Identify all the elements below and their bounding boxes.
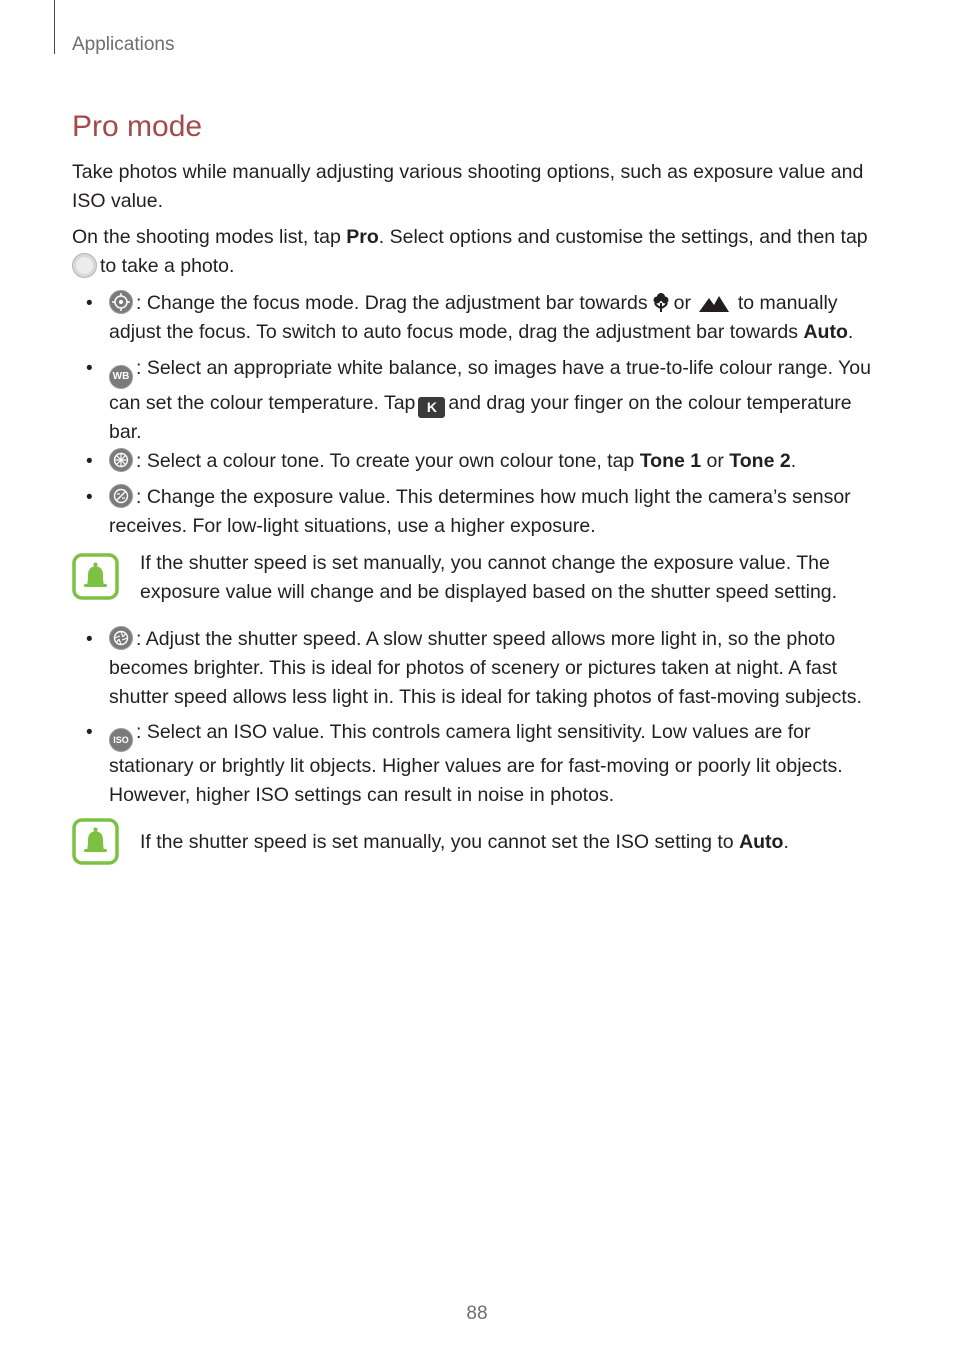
shutter-button-icon [72, 253, 97, 278]
iso-icon: ISO [109, 728, 133, 752]
shutter-speed-icon [109, 626, 133, 650]
list-item-shutter [109, 625, 879, 712]
exposure-icon [109, 484, 133, 508]
bullet-marker: • [86, 487, 93, 508]
colour-tone-icon [109, 448, 133, 472]
instruction-text-2: . Select options and customise the settings, and then tap [378, 226, 868, 248]
list-item-exposure [109, 483, 879, 541]
tone-end: . [790, 450, 797, 472]
note-2-end: . [783, 831, 789, 853]
intro-paragraph: Take photos while manually adjusting various shooting options, such as exposure value and ISO value. [72, 161, 864, 212]
focus-text-2: to manually adjust the focus. To switch to auto focus mode, drag the adjustment bar towards [109, 292, 838, 343]
bullet-marker: • [86, 629, 93, 650]
tone-text-1: : Select a colour tone. To create your own colour tone, tap [136, 450, 640, 472]
instruction-paragraph [72, 223, 872, 281]
mountain-icon [698, 293, 730, 313]
wb-text-1: : Select an appropriate white balance, so images have a true-to-life colour range. You can set the colour temperature. Tap [109, 357, 871, 414]
list-item-iso [109, 718, 879, 810]
list-item-white-balance [109, 354, 879, 447]
bullet-marker: • [86, 358, 93, 379]
macro-flower-icon [650, 291, 672, 313]
note-2-auto-label: Auto [739, 831, 784, 853]
list-item-tone [109, 447, 879, 476]
note-text-2 [140, 828, 880, 857]
note-bell-icon [72, 818, 119, 865]
iso-text: : Select an ISO value. This controls camera light sensitivity. Low values are for stationary or brightly lit objects. Higher values are for fast-moving or poorly lit objects. However, higher ISO settings can result in noise in photos. [109, 721, 843, 806]
bullet-marker: • [86, 451, 93, 472]
tone-or: or [701, 450, 730, 472]
instruction-text-1: On the shooting modes list, tap [72, 226, 347, 248]
note-2-text: If the shutter speed is set manually, you cannot set the ISO setting to [140, 831, 740, 853]
focus-end: . [847, 321, 854, 343]
focus-or: or [673, 292, 691, 314]
shutter-text: : Adjust the shutter speed. A slow shutter speed allows more light in, so the photo becomes brighter. This is ideal for photos of scenery or pictures taken at night. A fast shutter speed allows less light in. This is ideal for taking photos of fast-moving subjects. [109, 628, 862, 708]
white-balance-icon: WB [109, 365, 133, 389]
tone-1-label: Tone 1 [639, 450, 702, 472]
list-item-focus [109, 289, 879, 347]
note-bell-icon [72, 553, 119, 600]
exposure-text: : Change the exposure value. This determines how much light the camera’s sensor receives. For low-light situations, use a higher exposure. [109, 486, 851, 537]
page-title: Pro mode [72, 110, 203, 143]
focus-text-1: : Change the focus mode. Drag the adjustment bar towards [136, 292, 648, 314]
bullet-marker: • [86, 293, 93, 314]
auto-label: Auto [803, 321, 848, 343]
margin-rule [54, 0, 55, 54]
wb-text-2: and drag your finger on the colour temperature bar. [109, 392, 852, 443]
page-number: 88 [466, 1303, 488, 1324]
pro-label: Pro [346, 226, 379, 248]
bullet-marker: • [86, 722, 93, 743]
focus-icon [109, 290, 133, 314]
note-text-1: If the shutter speed is set manually, you cannot change the exposure value. The exposure value will change and be displayed based on the shutter speed setting. [140, 552, 838, 603]
tone-2-label: Tone 2 [729, 450, 791, 472]
instruction-text-3: to take a photo. [100, 255, 235, 277]
section-header: Applications [72, 34, 175, 55]
kelvin-icon: K [418, 397, 445, 418]
